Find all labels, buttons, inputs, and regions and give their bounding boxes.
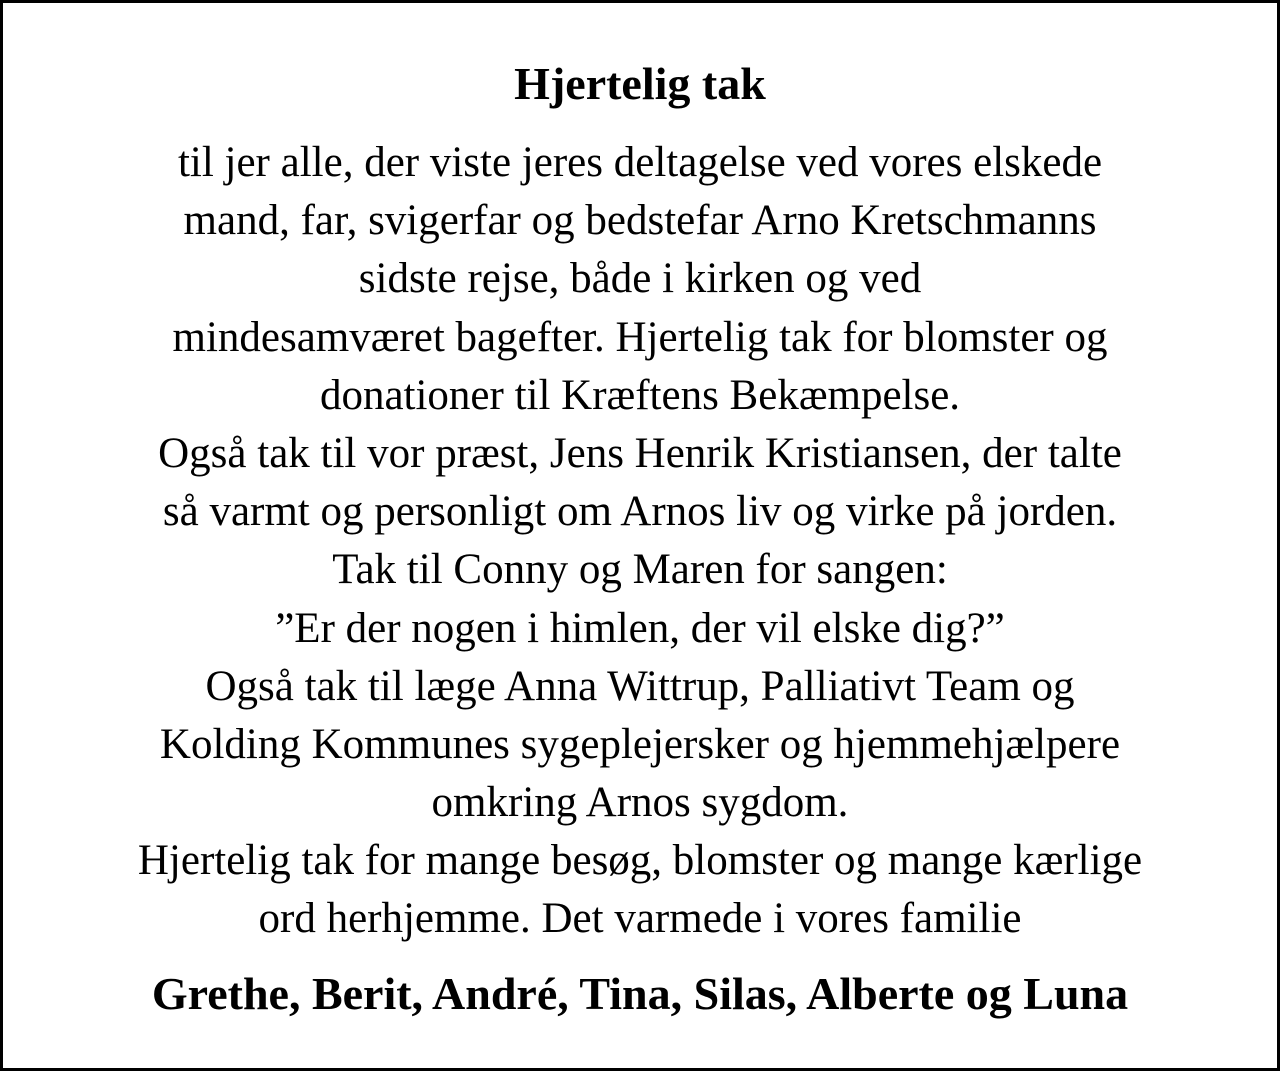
body-line: Også tak til læge Anna Wittrup, Palliativt Team og [205, 662, 1075, 710]
body-line: Tak til Conny og Maren for sangen: [332, 546, 948, 594]
signature-names: Grethe, Berit, André, Tina, Silas, Alberte og Luna [151, 968, 1129, 1019]
body-line: til jer alle, der viste jeres deltagelse ved vores elskede [177, 139, 1103, 186]
body-line: mand, far, svigerfar og bedstefar Arno Kretschmanns [183, 197, 1097, 245]
body-line: ”Er der nogen i himlen, der vil elske dig?” [275, 604, 1005, 652]
notice-body [3, 134, 1277, 949]
body-line: sidste rejse, både i kirken og ved [358, 255, 922, 303]
body-line: Kolding Kommunes sygeplejersker og hjemmehjælpere [159, 720, 1121, 768]
notice-title: Hjertelig tak [514, 58, 766, 109]
body-line: så varmt og personligt om Arnos liv og virke på jorden. [162, 488, 1118, 536]
body-line: mindesamværet bagefter. Hjertelig tak for blomster og [172, 313, 1108, 361]
body-line: omkring Arnos sygdom. [431, 779, 849, 827]
body-line: Også tak til vor præst, Jens Henrik Kristiansen, der talte [158, 429, 1122, 477]
body-line: Hjertelig tak for mange besøg, blomster og mange kærlige [137, 837, 1143, 885]
body-line: donationer til Kræftens Bekæmpelse. [319, 371, 961, 419]
body-line: ord herhjemme. Det varmede i vores familie [258, 895, 1022, 943]
